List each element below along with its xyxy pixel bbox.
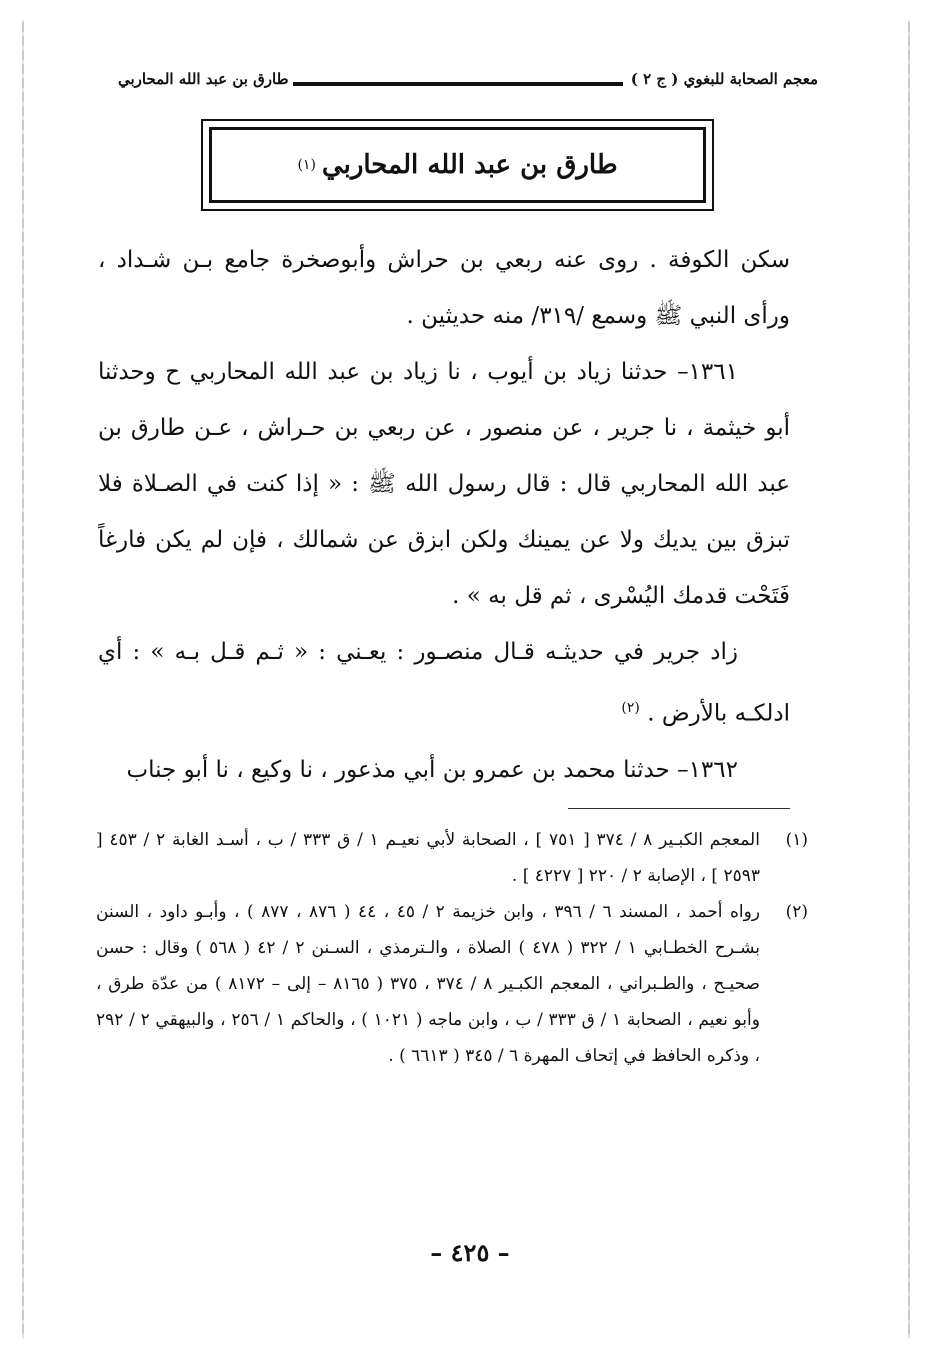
- footnote-2-text: رواه أحمد ، المسند ٦ / ٣٩٦ ، وابن خزيمة ٢ / ٤٥ ، ٤٤ ( ٨٧٦ ، ٨٧٧ ) ، وأبـو داود ، السنن بشـرح الخطـابي ١ / ٣٢٢ ( ٤٧٨ ) الصلاة ، والـترمذي ، السـنن ٢ / ٤٢ ( ٥٦٨ ) وقال : حسن صحيـح ، والطـبراني ، المعجم الكبـير ٨ / ٣٧٤ ، ٣٧٥ ( ٨١٦٥ – إلى – ٨١٧٢ ) من عدّة طرق ، وأبو نعيم ، الصحابة ١ / ق ٣٣٣ / ب ، وابن ماجه ( ١٠٢١ ) ، والحاكم ١ / ٢٥٦ ، والبيهقي ٢ / ٢٩٢ ، وذكره الحافظ في إتحاف المهرة ٦ / ٣٤٥ ( ٦٦١٣ ) .: [96, 902, 760, 1066]
- footnote-2-number: (٢): [785, 902, 808, 922]
- intro-paragraph: سكن الكوفة . روى عنه ربعي بن حراش وأبوصخرة جامع بـن شـداد ، ورأى النبي ﷺ وسمع /٣١٩/ منه حديثين .: [98, 247, 790, 329]
- hadith-1361-paragraph: ١٣٦١– حدثنا زياد بن أيوب ، نا زياد بن عبد الله المحاربي ح وحدثنا أبو خيثمة ، نا جرير ، عن منصور ، عن ربعي بن حـراش ، عـن طارق بن عبد الله المحاربي قال : قال رسول الله ﷺ : « إذا كنت في الصـلاة فلا تبزق بين يديك ولا عن يمينك ولكن ابزق عن شمالك ، فإن لم يكن فارغاً فَتَحْت قدمك اليُسْرى ، ثم قل به » .: [98, 359, 790, 609]
- footnote-1: [96, 822, 808, 894]
- footnotes: [96, 822, 808, 1074]
- header-entry-title: طارق بن عبد الله المحاربي: [118, 70, 289, 88]
- footnote-1-number: (١): [785, 830, 808, 850]
- header-rule: [293, 82, 623, 86]
- running-header: [118, 68, 818, 98]
- addition-footnote-ref: (٢): [621, 700, 640, 716]
- entry-title: طارق بن عبد الله المحاربي: [321, 150, 618, 180]
- main-text: [98, 232, 790, 798]
- hadith-1362-paragraph: ١٣٦٢– حدثنا محمد بن عمرو بن أبي مذعور ، نا وكيع ، نا أبو جناب: [126, 756, 738, 783]
- footnote-separator: [568, 808, 790, 809]
- footnote-2: [96, 894, 808, 1074]
- addition-text: زاد جرير في حديثـه قـال منصـور : يعـني : « ثـم قـل بـه » : أي ادلكـه بالأرض .: [98, 639, 790, 727]
- entry-title-footnote-ref: (١): [297, 157, 316, 173]
- header-book-title: معجم الصحابة للبغوي ( ج ٢ ): [630, 70, 818, 88]
- scan-edge-left: [22, 20, 24, 1338]
- entry-title-inner-frame: [209, 127, 706, 203]
- addition-paragraph: [98, 624, 790, 742]
- scan-edge-right: [908, 20, 910, 1338]
- page-number: – ٤٢٥ –: [430, 1238, 510, 1267]
- footnote-1-text: المعجم الكبـير ٨ / ٣٧٤ [ ٧٥١ ] ، الصحابة لأبي نعيـم ١ / ق ٣٣٣ / ب ، أسـد الغابة ٢ / ٤٥٣ [ ٢٥٩٣ ] ، الإصابة ٢ / ٢٢٠ [ ٤٢٢٧ ] .: [96, 830, 760, 886]
- entry-title-frame: [201, 119, 714, 211]
